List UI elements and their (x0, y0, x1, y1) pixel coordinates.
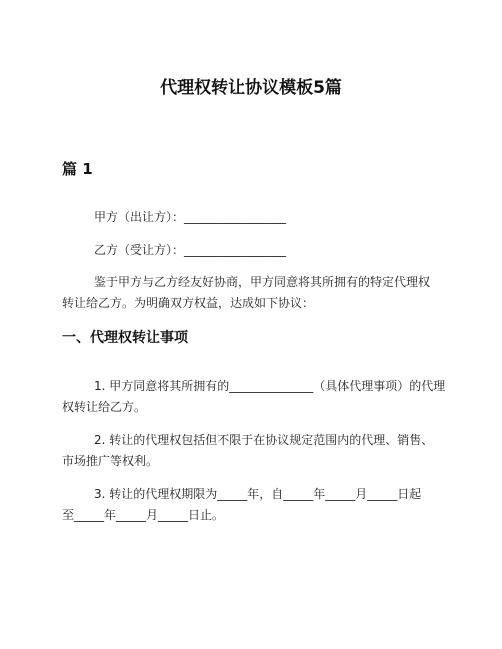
clause-1-line-1: 1. 甲方同意将其所拥有的______________（具体代理事项）的代理 (94, 379, 446, 393)
heading-transfer-matters: 一、代理权转让事项 (62, 330, 188, 346)
intro-line-1: 鉴于甲方与乙方经友好协商，甲方同意将其所拥有的特定代理权 (94, 275, 431, 289)
party-b-line: 乙方（受让方）：_________________ (94, 243, 287, 257)
document-title: 代理权转让协议模板5篇 (160, 78, 342, 98)
section-title: 篇 1 (62, 160, 93, 178)
intro-line-2: 转让给乙方。为明确双方权益，达成如下协议： (62, 296, 315, 310)
clause-2-line-1: 2. 转让的代理权包括但不限于在协议规定范围内的代理、销售、 (94, 433, 434, 447)
clause-3-line-1: 3. 转让的代理权期限为_____年，自_____年_____月_____日起 (94, 487, 422, 501)
clause-1-line-2: 权转让给乙方。 (62, 400, 147, 414)
party-a-line: 甲方（出让方）：_________________ (94, 210, 287, 224)
clause-3-line-2: 至_____年_____月_____日止。 (62, 508, 225, 522)
clause-2-line-2: 市场推广等权利。 (62, 454, 159, 468)
